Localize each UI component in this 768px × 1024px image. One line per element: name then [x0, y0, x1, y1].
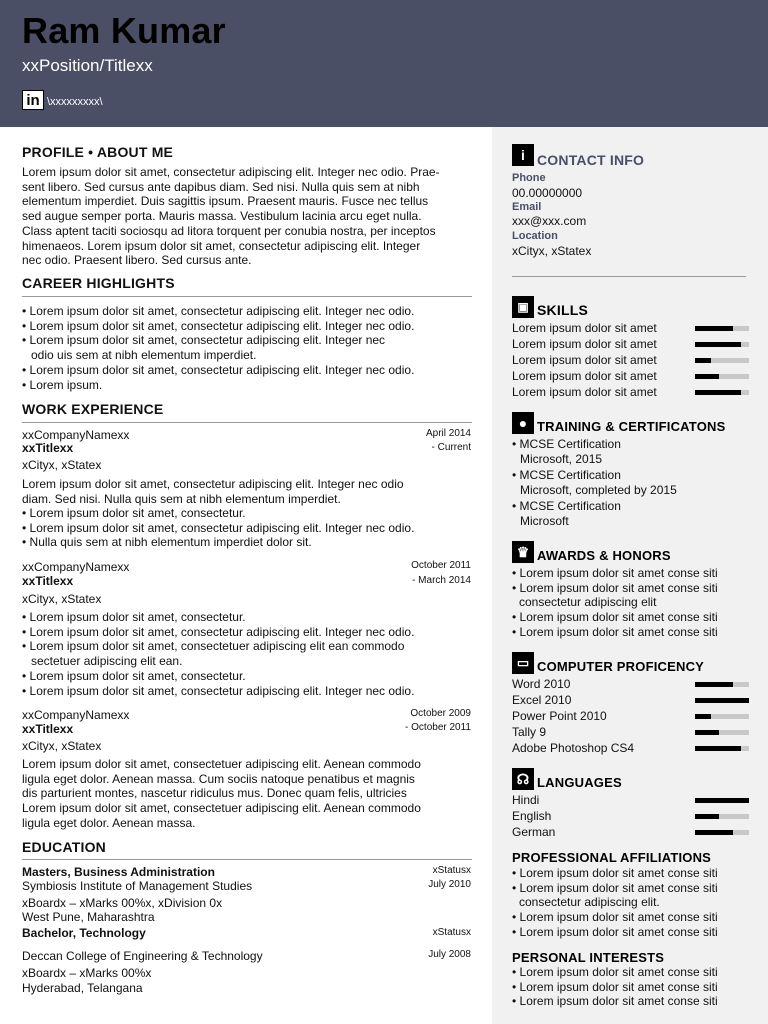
linkedin-row[interactable] — [22, 90, 103, 110]
profile-line: sed augue semper porta. Mauris massa. Vestibulum lacinia arcu eget nulla. — [22, 209, 422, 224]
computer-skill-level-fill — [695, 698, 749, 703]
career-divider — [22, 296, 472, 297]
list-item-continued: sectetuer adipiscing elit ean. — [31, 654, 183, 669]
job-company: xxCompanyNamexx — [22, 708, 130, 722]
job-description — [22, 477, 472, 506]
education-heading: EDUCATION — [22, 839, 106, 855]
computer-skill-label: Power Point 2010 — [512, 709, 607, 723]
awards-heading: AWARDS & HONORS — [537, 548, 671, 563]
list-item: • Lorem ipsum dolor sit amet, consectetur. — [22, 506, 472, 521]
certification-item: • MCSE Certification — [512, 468, 752, 483]
computer-skill-label: Adobe Photoshop CS4 — [512, 741, 635, 755]
degree-date: July 2008 — [428, 949, 471, 960]
degree-school: Symbiosis Institute of Management Studies — [22, 879, 253, 893]
computer-skill-level-bar — [695, 746, 749, 751]
computer-skill-level-bar — [695, 730, 749, 735]
computer-skill-level-fill — [695, 746, 741, 751]
language-level-bar — [695, 798, 749, 803]
job-date-start: October 2011 — [411, 560, 471, 571]
profile-line: Class aptent taciti sociosqu ad litora torquent per conubia nostra, per inceptos — [22, 223, 436, 238]
profile-line: Lorem ipsum dolor sit amet, consectetur adipiscing elit. Integer nec odio. Prae- — [22, 165, 440, 179]
job-title: xxTitlexx — [22, 441, 74, 455]
contact-divider — [512, 276, 746, 277]
computer-skill-label: Tally 9 — [512, 725, 547, 739]
presentation-icon: ▣ — [512, 296, 534, 318]
job-company: xxCompanyNamexx — [22, 560, 130, 574]
list-item: • Lorem ipsum dolor sit amet, consectetur adipiscing elit. Integer nec odio. — [22, 684, 472, 699]
job-date-end: - March 2014 — [412, 575, 471, 586]
list-item: • Lorem ipsum dolor sit amet, consectetur adipiscing elit. Integer nec odio. — [22, 625, 472, 640]
list-item-continued: odio uis sem at nibh elementum imperdiet. — [31, 348, 257, 363]
degree-location: Hyderabad, Telangana — [22, 981, 143, 995]
affiliations-heading: PROFESSIONAL AFFILIATIONS — [512, 850, 712, 865]
interests-list — [512, 965, 752, 1009]
computer-skill-level-bar — [695, 714, 749, 719]
list-item: • Lorem ipsum dolor sit amet conse siti — [512, 994, 752, 1009]
job-location: xCityx, xStatex — [22, 458, 102, 472]
work-divider — [22, 422, 472, 423]
certification-item: • MCSE Certification — [512, 437, 752, 452]
skill-level-fill — [695, 374, 719, 379]
location-value: xCityx, xStatex — [512, 244, 592, 258]
skill-level-fill — [695, 342, 741, 347]
list-item: • Lorem ipsum. — [22, 378, 472, 393]
trophy-icon: ♛ — [512, 541, 534, 563]
skill-label: Lorem ipsum dolor sit amet — [512, 369, 657, 383]
language-level-fill — [695, 830, 733, 835]
affiliations-list — [512, 866, 752, 940]
list-item: • Lorem ipsum dolor sit amet, consectetuer adipiscing elit ean commodo — [22, 639, 472, 654]
computer-skill-level-fill — [695, 730, 719, 735]
job-description — [22, 757, 472, 831]
list-item: • Lorem ipsum dolor sit amet, consectetur adipiscing elit. Integer nec odio. — [22, 363, 472, 378]
list-item: • Lorem ipsum dolor sit amet conse siti — [512, 965, 752, 980]
skill-level-bar — [695, 326, 749, 331]
skills-heading: SKILLS — [537, 302, 588, 318]
degree-marks: xBoardx – xMarks 00%x — [22, 966, 152, 980]
degree-school: Deccan College of Engineering & Technology — [22, 949, 263, 963]
computer-skill-label: Word 2010 — [512, 677, 571, 691]
education-divider — [22, 859, 472, 860]
job-location: xCityx, xStatex — [22, 592, 102, 606]
profile-line: sent libero. Sed cursus ante dapibus diam. Sed nisi. Nulla quis sem at nibh — [22, 179, 420, 194]
candidate-name: Ram Kumar — [22, 10, 226, 51]
skill-level-bar — [695, 358, 749, 363]
interests-heading: PERSONAL INTERESTS — [512, 950, 665, 965]
job-desc-line: ligula eget dolor. Aenean massa. — [22, 815, 196, 830]
job-date-start: October 2009 — [410, 708, 471, 719]
email-label: Email — [512, 201, 542, 213]
skill-level-bar — [695, 342, 749, 347]
list-item: • Lorem ipsum dolor sit amet conse siti — [512, 566, 752, 581]
language-level-fill — [695, 814, 719, 819]
location-label: Location — [512, 230, 558, 242]
degree-marks: xBoardx – xMarks 00%x, xDivision 0x — [22, 896, 223, 910]
work-heading: WORK EXPERIENCE — [22, 401, 164, 417]
skill-level-fill — [695, 358, 711, 363]
list-item: • Lorem ipsum dolor sit amet, consectetur adipiscing elit. Integer nec odio. — [22, 319, 472, 334]
list-item-continued: consectetur adipiscing elit — [519, 595, 657, 610]
phone-label: Phone — [512, 172, 546, 184]
contact-heading: CONTACT INFO — [537, 152, 645, 168]
language-level-fill — [695, 798, 749, 803]
job-bullets — [22, 610, 472, 698]
computer-skill-level-bar — [695, 698, 749, 703]
languages-heading: LANGUAGES — [537, 775, 622, 790]
career-list — [22, 304, 472, 392]
language-label: Hindi — [512, 793, 540, 807]
phone-value: 00.00000000 — [512, 186, 583, 200]
skill-label: Lorem ipsum dolor sit amet — [512, 337, 657, 351]
job-desc-line: Lorem ipsum dolor sit amet, consectetuer adipiscing elit. Aenean commodo — [22, 801, 421, 816]
job-company: xxCompanyNamexx — [22, 428, 130, 442]
training-heading: TRAINING & CERTIFICATONS — [537, 419, 726, 434]
list-item: • Nulla quis sem at nibh elementum imperdiet dolor sit. — [22, 535, 472, 550]
header-band — [0, 0, 768, 127]
job-location: xCityx, xStatex — [22, 739, 102, 753]
job-date-end: - Current — [431, 442, 471, 453]
language-label: German — [512, 825, 556, 839]
position-title: xxPosition/Titlexx — [22, 56, 153, 75]
skill-label: Lorem ipsum dolor sit amet — [512, 385, 657, 399]
skill-level-bar — [695, 374, 749, 379]
list-item: • Lorem ipsum dolor sit amet conse siti — [512, 910, 752, 925]
profile-line: elementum imperdiet. Duis sagittis ipsum. Praesent mauris. Fusce nec tellus — [22, 194, 429, 209]
profile-heading: PROFILE • ABOUT ME — [22, 144, 174, 160]
computer-skill-level-bar — [695, 682, 749, 687]
degree-title: Bachelor, Technology — [22, 926, 146, 940]
skill-level-fill — [695, 390, 741, 395]
skill-label: Lorem ipsum dolor sit amet — [512, 353, 657, 367]
list-item: • Lorem ipsum dolor sit amet, consectetur adipiscing elit. Integer nec — [22, 333, 472, 348]
list-item: • Lorem ipsum dolor sit amet conse siti — [512, 625, 752, 640]
computer-heading: COMPUTER PROFICENCY — [537, 659, 705, 674]
skill-label: Lorem ipsum dolor sit amet — [512, 321, 657, 335]
degree-status: xStatusx — [432, 865, 471, 876]
profile-line: nec odio. Praesent libero. Sed cursus ante. — [22, 253, 252, 268]
computer-skill-level-fill — [695, 714, 711, 719]
list-item: • Lorem ipsum dolor sit amet, consectetur adipiscing elit. Integer nec odio. — [22, 521, 472, 536]
profile-text — [22, 165, 472, 268]
profile-line: himenaeos. Lorem ipsum dolor sit amet, consectetur adipiscing elit. Integer — [22, 238, 421, 253]
job-bullets — [22, 506, 472, 550]
linkedin-handle[interactable]: \xxxxxxxxx\ — [47, 96, 103, 108]
job-desc-line: dis parturient montes, nascetur ridiculus mus. Donec quam felis, ultricies — [22, 786, 407, 801]
list-item: • Lorem ipsum dolor sit amet conse siti — [512, 866, 752, 881]
list-item-continued: consectetur adipiscing elit. — [519, 895, 660, 910]
degree-date: July 2010 — [428, 879, 471, 890]
job-title: xxTitlexx — [22, 722, 74, 736]
awards-list — [512, 566, 752, 640]
language-level-bar — [695, 814, 749, 819]
job-desc-line: ligula eget dolor. Aenean massa. Cum sociis natoque penatibus et magnis — [22, 771, 415, 786]
certification-detail: Microsoft — [520, 514, 569, 529]
job-date-start: April 2014 — [425, 428, 471, 439]
list-item: • Lorem ipsum dolor sit amet conse siti — [512, 610, 752, 625]
language-level-bar — [695, 830, 749, 835]
degree-location: West Pune, Maharashtra — [22, 910, 155, 924]
linkedin-icon: in — [22, 90, 44, 110]
skill-level-fill — [695, 326, 733, 331]
list-item: • Lorem ipsum dolor sit amet conse siti — [512, 925, 752, 940]
career-heading: CAREER HIGHLIGHTS — [22, 275, 175, 291]
job-date-end: - October 2011 — [405, 722, 471, 733]
degree-status: xStatusx — [432, 927, 471, 938]
computer-skill-level-fill — [695, 682, 733, 687]
apple-icon: ● — [512, 412, 534, 434]
computer-skill-label: Excel 2010 — [512, 693, 572, 707]
list-item: • Lorem ipsum dolor sit amet, consectetur. — [22, 669, 472, 684]
certification-item: • MCSE Certification — [512, 499, 752, 514]
language-label: English — [512, 809, 552, 823]
job-desc-line: Lorem ipsum dolor sit amet, consectetuer adipiscing elit. Aenean commodo — [22, 757, 421, 771]
certification-detail: Microsoft, completed by 2015 — [520, 483, 677, 498]
list-item: • Lorem ipsum dolor sit amet, consectetur. — [22, 610, 472, 625]
email-value[interactable]: xxx@xxx.com — [512, 214, 587, 228]
list-item: • Lorem ipsum dolor sit amet conse siti — [512, 881, 752, 896]
info-icon: i — [512, 144, 534, 166]
job-title: xxTitlexx — [22, 574, 74, 588]
list-item: • Lorem ipsum dolor sit amet conse siti — [512, 980, 752, 995]
job-desc-line: diam. Sed nisi. Nulla quis sem at nibh elementum imperdiet. — [22, 491, 341, 506]
certification-detail: Microsoft, 2015 — [520, 452, 603, 467]
monitor-icon: ▭ — [512, 652, 534, 674]
certification-list — [512, 437, 752, 529]
job-desc-line: Lorem ipsum dolor sit amet, consectetur adipiscing elit. Integer nec odio — [22, 477, 404, 491]
skill-level-bar — [695, 390, 749, 395]
speaking-head-icon: ☊ — [512, 768, 534, 790]
degree-title: Masters, Business Administration — [22, 865, 215, 879]
list-item: • Lorem ipsum dolor sit amet, consectetur adipiscing elit. Integer nec odio. — [22, 304, 472, 319]
list-item: • Lorem ipsum dolor sit amet conse siti — [512, 581, 752, 596]
